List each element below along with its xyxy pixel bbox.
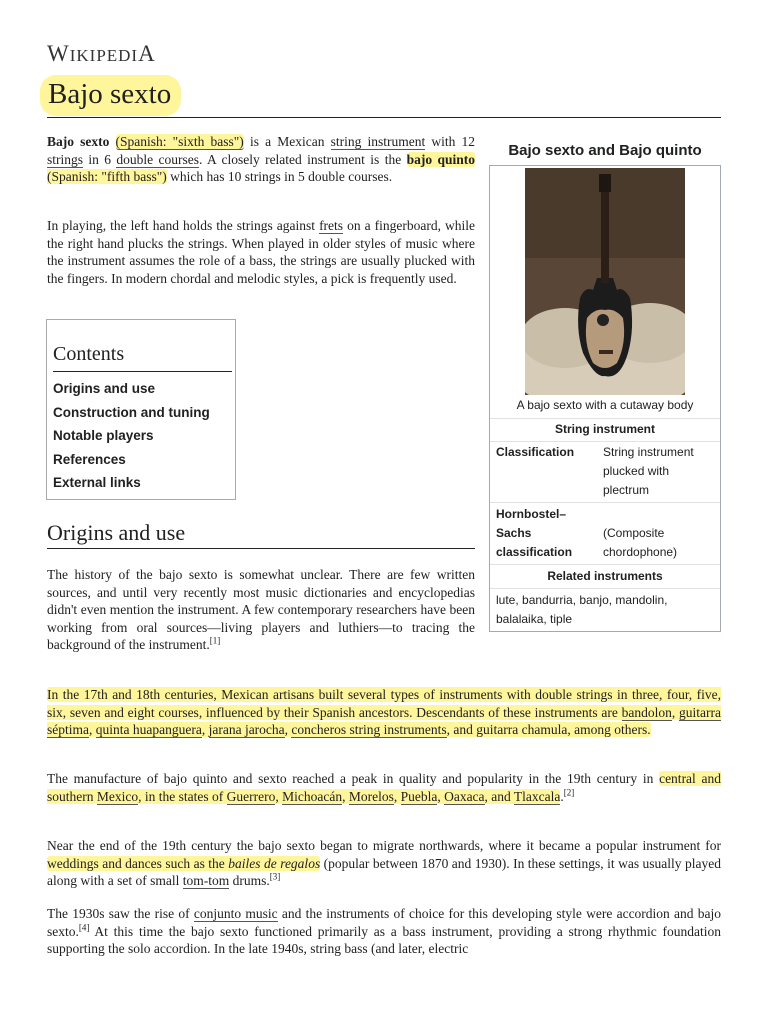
infobox-divider bbox=[490, 441, 720, 442]
link-guerrero[interactable]: Guerrero bbox=[226, 788, 276, 804]
link-michoacan[interactable]: Michoacán bbox=[282, 788, 343, 804]
table-of-contents bbox=[46, 319, 236, 500]
infobox-header-string-instrument: String instrument bbox=[554, 422, 655, 436]
link-tlaxcala[interactable]: Tlaxcala bbox=[513, 788, 561, 804]
toc-title: Contents bbox=[53, 343, 125, 365]
page-title: Bajo sexto bbox=[40, 75, 181, 116]
bajo-sexto-image[interactable] bbox=[525, 168, 685, 395]
toc-item-references[interactable]: References bbox=[53, 451, 126, 467]
toc-item-external-links[interactable]: External links bbox=[53, 475, 141, 491]
gloss-fifth-bass: (Spanish: "fifth bass") bbox=[47, 169, 167, 184]
infobox-header-related: Related instruments bbox=[547, 569, 663, 583]
citation-4[interactable]: [4] bbox=[78, 922, 90, 932]
wordmark-body: IKIPEDI bbox=[69, 46, 139, 65]
link-frets[interactable]: frets bbox=[319, 218, 344, 233]
wordmark-initial: W bbox=[47, 41, 70, 66]
link-oaxaca[interactable]: Oaxaca bbox=[444, 788, 485, 804]
wordmark-final: A bbox=[138, 41, 156, 66]
link-quinta-huapanguera[interactable]: quinta huapanguera bbox=[95, 722, 202, 737]
toc-item-construction[interactable]: Construction and tuning bbox=[53, 404, 210, 420]
link-guitarra-septima[interactable]: guitarra séptima bbox=[47, 704, 721, 737]
section-heading-origins: Origins and use bbox=[47, 520, 186, 545]
link-concheros[interactable]: concheros string instruments bbox=[291, 722, 447, 737]
origins-paragraph-2: In the 17th and 18th centuries, Mexican artisans built several types of instruments with double strings in three, four, five, six, seven and eight courses, influenced by their Spanish ancestors. Descendants of these instruments are bandolon, guitarra séptima, quinta huapanguera, jarana jarocha, concheros string instruments, and guitarra chamula, among others. bbox=[47, 687, 721, 737]
link-puebla[interactable]: Puebla bbox=[400, 788, 438, 804]
origins-paragraph-3: The manufacture of bajo quinto and sexto reached a peak in quality and popularity in the 19th century in central and southern Mexico, in the states of Guerrero, Michoacán, Morelos, Puebla, Oaxaca, and Tlaxcala.[2] bbox=[47, 771, 721, 804]
link-double-courses[interactable]: double courses bbox=[116, 151, 200, 167]
term-bajo-quinto: bajo quinto bbox=[406, 151, 475, 167]
origins-paragraph-4: Near the end of the 19th century the bajo sexto began to migrate northwards, where it became a popular instrument for weddings and dances such as the bailes de regalos (popular between 1870 and 1930). In these settings, it was usually played along with a set of small tom-tom drums.[3] bbox=[47, 838, 721, 888]
toc-list bbox=[53, 377, 210, 495]
link-bandolon[interactable]: bandolon bbox=[621, 704, 672, 720]
link-strings[interactable]: strings bbox=[47, 151, 84, 167]
link-mexico[interactable]: Mexico bbox=[96, 788, 139, 804]
related-instruments-list: lute, bandurria, banjo, mandolin, balalaika, tiple bbox=[496, 593, 668, 626]
term-bajo-sexto: Bajo sexto bbox=[47, 134, 110, 149]
toc-divider bbox=[53, 371, 232, 372]
origins-paragraph-1: The history of the bajo sexto is somewhat unclear. There are few written sources, and until very recently most music dictionaries and encyclopedias didn't even mention the instrument. A few contemporary researchers have been working from oral sources—living players and luthiers—to tracing the background of the instrument.[1] bbox=[47, 567, 475, 652]
origins-paragraph-5: The 1930s saw the rise of conjunto music and the instruments of choice for this developing style were accordion and bajo sexto.[4] At this time the bajo sexto functioned primarily as a bass instrument, providing a strong rhythmic foundation supporting the solo accordion. In the late 1940s, string bass (and later, electric bbox=[47, 906, 722, 956]
intro-paragraph-1: Bajo sexto (Spanish: "sixth bass") is a Mexican string instrument with 12 strings in 6 double courses. A closely related instrument is the bajo quinto (Spanish: "fifth bass") which has 10 strings in 5 double courses. bbox=[47, 134, 475, 184]
link-morelos[interactable]: Morelos bbox=[348, 788, 394, 804]
section-divider bbox=[47, 548, 475, 549]
value-classification: String instrument plucked with plectrum bbox=[603, 445, 694, 497]
label-classification: Classification bbox=[496, 445, 575, 459]
citation-2[interactable]: [2] bbox=[563, 787, 575, 797]
infobox-divider bbox=[490, 588, 720, 589]
infobox bbox=[489, 165, 721, 632]
infobox-title: Bajo sexto and Bajo quinto bbox=[508, 142, 702, 159]
title-divider bbox=[47, 117, 721, 118]
intro-paragraph-2: In playing, the left hand holds the strings against frets on a fingerboard, while the right hand plucks the strings. When played in older styles of music where the instrument assumes the role of a bass, the strings are usually plucked with the fingers. In modern chordal and melodic styles, a pick is frequently used. bbox=[47, 218, 475, 286]
infobox-divider bbox=[490, 564, 720, 565]
label-hornbostel-sachs[interactable]: Hornbostel–Sachs classification bbox=[496, 507, 573, 559]
toc-item-players[interactable]: Notable players bbox=[53, 428, 154, 444]
link-tom-tom[interactable]: tom-tom bbox=[182, 873, 230, 888]
link-conjunto-music[interactable]: conjunto music bbox=[193, 906, 278, 921]
link-string-instrument[interactable]: string instrument bbox=[330, 134, 426, 149]
link-jarana-jarocha[interactable]: jarana jarocha bbox=[208, 722, 285, 737]
image-caption: A bajo sexto with a cutaway body bbox=[516, 398, 694, 412]
toc-item-origins[interactable]: Origins and use bbox=[53, 381, 156, 396]
citation-3[interactable]: [3] bbox=[269, 871, 281, 882]
infobox-divider bbox=[490, 502, 720, 503]
gloss-sixth-bass[interactable]: (Spanish: "sixth bass") bbox=[115, 134, 244, 149]
infobox-divider bbox=[490, 418, 720, 419]
title-container bbox=[40, 75, 181, 116]
citation-1[interactable]: [1] bbox=[209, 635, 221, 646]
value-hornbostel-sachs: (Composite chordophone) bbox=[603, 526, 678, 559]
wikipedia-wordmark[interactable] bbox=[47, 41, 156, 67]
